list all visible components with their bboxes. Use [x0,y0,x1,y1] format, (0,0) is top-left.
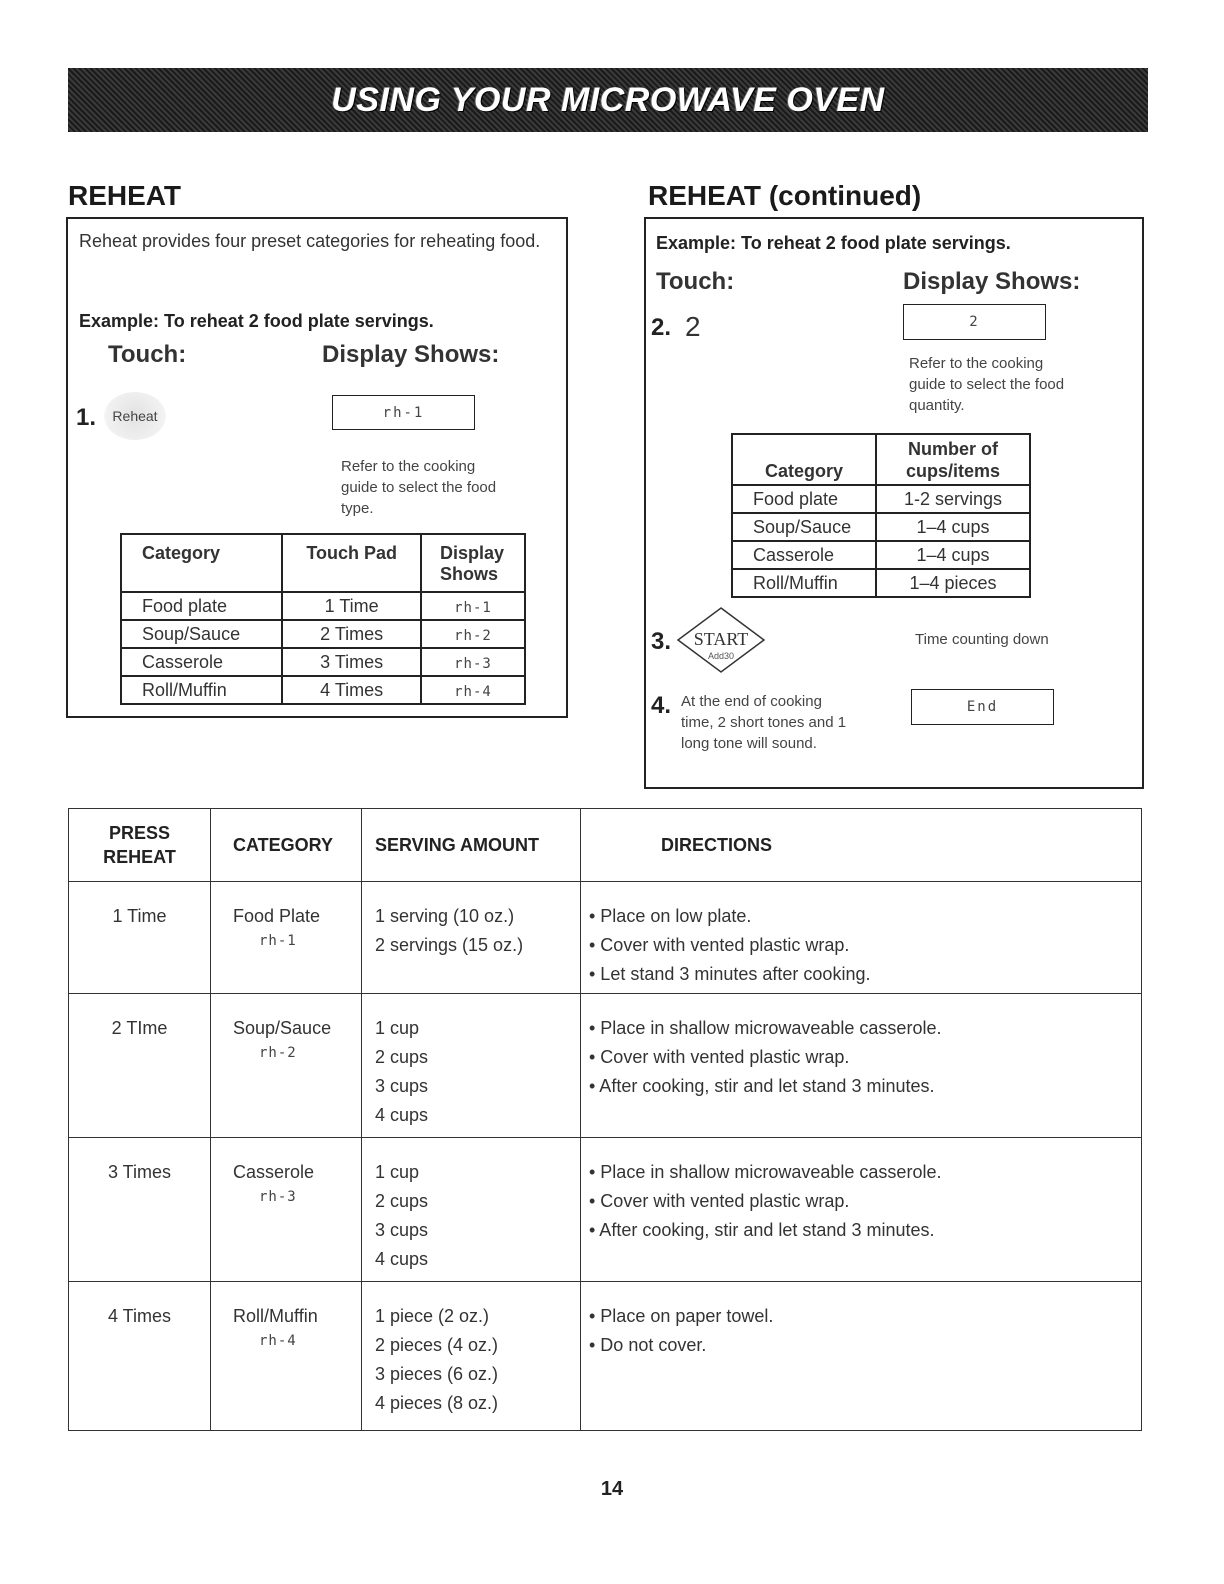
category-name: Soup/Sauce [233,1018,332,1038]
step2-note: Refer to the cooking guide to select the food quantity. [909,355,1065,414]
header-press-reheat [69,809,211,882]
direction-line: • After cooking, stir and let stand 3 minutes. [589,1220,935,1240]
serving-line: 3 pieces (6 oz.) [375,1364,499,1384]
header-press-line2: REHEAT [103,847,176,867]
step3-number: 3. [651,628,672,655]
direction-line: • Cover with vented plastic wrap. [589,935,850,955]
serving-line: 1 piece (2 oz.) [375,1306,490,1326]
direction-line: • Do not cover. [589,1335,707,1355]
step1-number: 1. [76,404,97,431]
table-row [732,485,1030,513]
step4-display-value: End [966,699,999,715]
right-touch-label: Touch: [656,268,735,295]
serving-line: 4 cups [375,1249,429,1269]
serving-line: 1 cup [375,1162,420,1182]
direction-line: • Place on low plate. [589,906,752,926]
direction-line: • Let stand 3 minutes after cooking. [589,964,871,984]
press-count: 1 Time [69,882,211,994]
press-count: 4 Times [69,1282,211,1431]
start-button-label: START [693,629,749,649]
right-example: Example: To reheat 2 food plate servings. [656,233,1011,253]
left-display-label: Display Shows: [322,341,500,368]
row-amount: 1–4 cups [876,513,1030,541]
category-code: rh-4 [259,1333,297,1349]
reheat-intro: Reheat provides four preset categories for reheating food. [79,231,541,251]
serving-cell [362,1138,581,1282]
start-button-sublabel: Add30 [707,651,735,661]
category-name: Food Plate [233,906,321,926]
step1-display [332,395,475,430]
step4-number: 4. [651,692,672,719]
category-code: rh-1 [259,933,297,949]
press-count: 3 Times [69,1138,211,1282]
category-quantity-table [731,433,1031,598]
table-row [121,592,525,620]
row-touch: 4 Times [282,676,421,704]
row-touch: 2 Times [282,620,421,648]
row-category: Casserole [732,541,876,569]
category-cell [211,1282,362,1431]
serving-line: 3 cups [375,1220,429,1240]
row-display: rh-2 [454,627,492,644]
row-touch: 3 Times [282,648,421,676]
direction-line: • Place on paper towel. [589,1306,774,1326]
step2-number: 2. [651,314,672,341]
serving-cell [362,1282,581,1431]
header-press-line1: PRESS [108,823,171,843]
step1-display-value: rh-1 [382,404,425,421]
row-display: rh-1 [454,599,492,616]
row-amount: 1–4 pieces [876,569,1030,597]
banner-title: USING YOUR MICROWAVE OVEN [331,80,885,119]
category-name: Roll/Muffin [233,1306,318,1326]
row-category: Food plate [121,592,282,620]
table-row [121,648,525,676]
header-serving-amount: SERVING AMOUNT [362,809,581,882]
header-category: Category [732,434,876,485]
row-category: Roll/Muffin [121,676,282,704]
row-display: rh-3 [454,655,492,672]
category-cell [211,882,362,994]
step2-display-value: 2 [969,314,980,330]
step4-text: At the end of cooking time, 2 short tones and 1 long tone will sound. [681,693,847,752]
row-amount: 1-2 servings [876,485,1030,513]
header-category: CATEGORY [211,809,362,882]
step2-display [903,304,1046,340]
row-category: Soup/Sauce [732,513,876,541]
category-code: rh-3 [259,1189,297,1205]
start-diamond-icon [674,604,768,676]
left-touch-label: Touch: [108,341,187,368]
serving-cell [362,882,581,994]
direction-line: • Cover with vented plastic wrap. [589,1191,850,1211]
category-name: Casserole [233,1162,315,1182]
table-row [121,676,525,704]
press-count: 2 TIme [69,994,211,1138]
serving-line: 1 cup [375,1018,420,1038]
direction-line: • Cover with vented plastic wrap. [589,1047,850,1067]
serving-line: 2 cups [375,1191,429,1211]
directions-cell [581,994,1142,1138]
reheat-heading: REHEAT [68,180,182,211]
serving-line: 1 serving (10 oz.) [375,906,515,926]
page-number: 14 [600,1478,624,1500]
directions-cell [581,1282,1142,1431]
header-display-shows: Display Shows [421,534,525,592]
category-touchpad-table [120,533,526,705]
serving-line: 2 pieces (4 oz.) [375,1335,499,1355]
row-display: rh-4 [454,683,492,700]
reheat-guide-table [68,808,1142,1431]
number-key-2[interactable]: 2 [685,311,701,342]
row-category: Roll/Muffin [732,569,876,597]
serving-line: 4 pieces (8 oz.) [375,1393,499,1413]
header-category: Category [121,534,282,592]
row-category: Casserole [121,648,282,676]
table-row [732,513,1030,541]
direction-line: • Place in shallow microwaveable casserole. [589,1162,942,1182]
row-amount: 1–4 cups [876,541,1030,569]
direction-line: • Place in shallow microwaveable casserole. [589,1018,942,1038]
row-category: Soup/Sauce [121,620,282,648]
directions-cell [581,1138,1142,1282]
table-row [69,1282,1142,1431]
table-row [69,994,1142,1138]
table-row [121,620,525,648]
category-code: rh-2 [259,1045,297,1061]
direction-line: • After cooking, stir and let stand 3 minutes. [589,1076,935,1096]
row-category: Food plate [732,485,876,513]
right-display-label: Display Shows: [903,268,1081,295]
header-number-of-cups: Number of cups/items [876,434,1030,485]
reheat-continued-heading: REHEAT (continued) [648,180,922,211]
serving-line: 2 cups [375,1047,429,1067]
directions-cell [581,882,1142,994]
row-touch: 1 Time [282,592,421,620]
step1-note: Refer to the cooking guide to select the food type. [341,458,497,517]
table-row [69,1138,1142,1282]
table-row [732,569,1030,597]
start-button[interactable] [674,604,768,676]
serving-line: 2 servings (15 oz.) [375,935,524,955]
step3-note: Time counting down [915,631,1049,648]
reheat-button[interactable] [104,392,166,440]
table-row [732,541,1030,569]
title-banner [68,68,1148,132]
serving-line: 3 cups [375,1076,429,1096]
header-directions: DIRECTIONS [581,809,1142,882]
serving-cell [362,994,581,1138]
reheat-button-label: Reheat [112,408,158,424]
serving-line: 4 cups [375,1105,429,1125]
category-cell [211,1138,362,1282]
left-example: Example: To reheat 2 food plate servings. [79,311,434,331]
category-cell [211,994,362,1138]
table-row [69,882,1142,994]
header-touch-pad: Touch Pad [282,534,421,592]
step4-display [911,689,1054,725]
